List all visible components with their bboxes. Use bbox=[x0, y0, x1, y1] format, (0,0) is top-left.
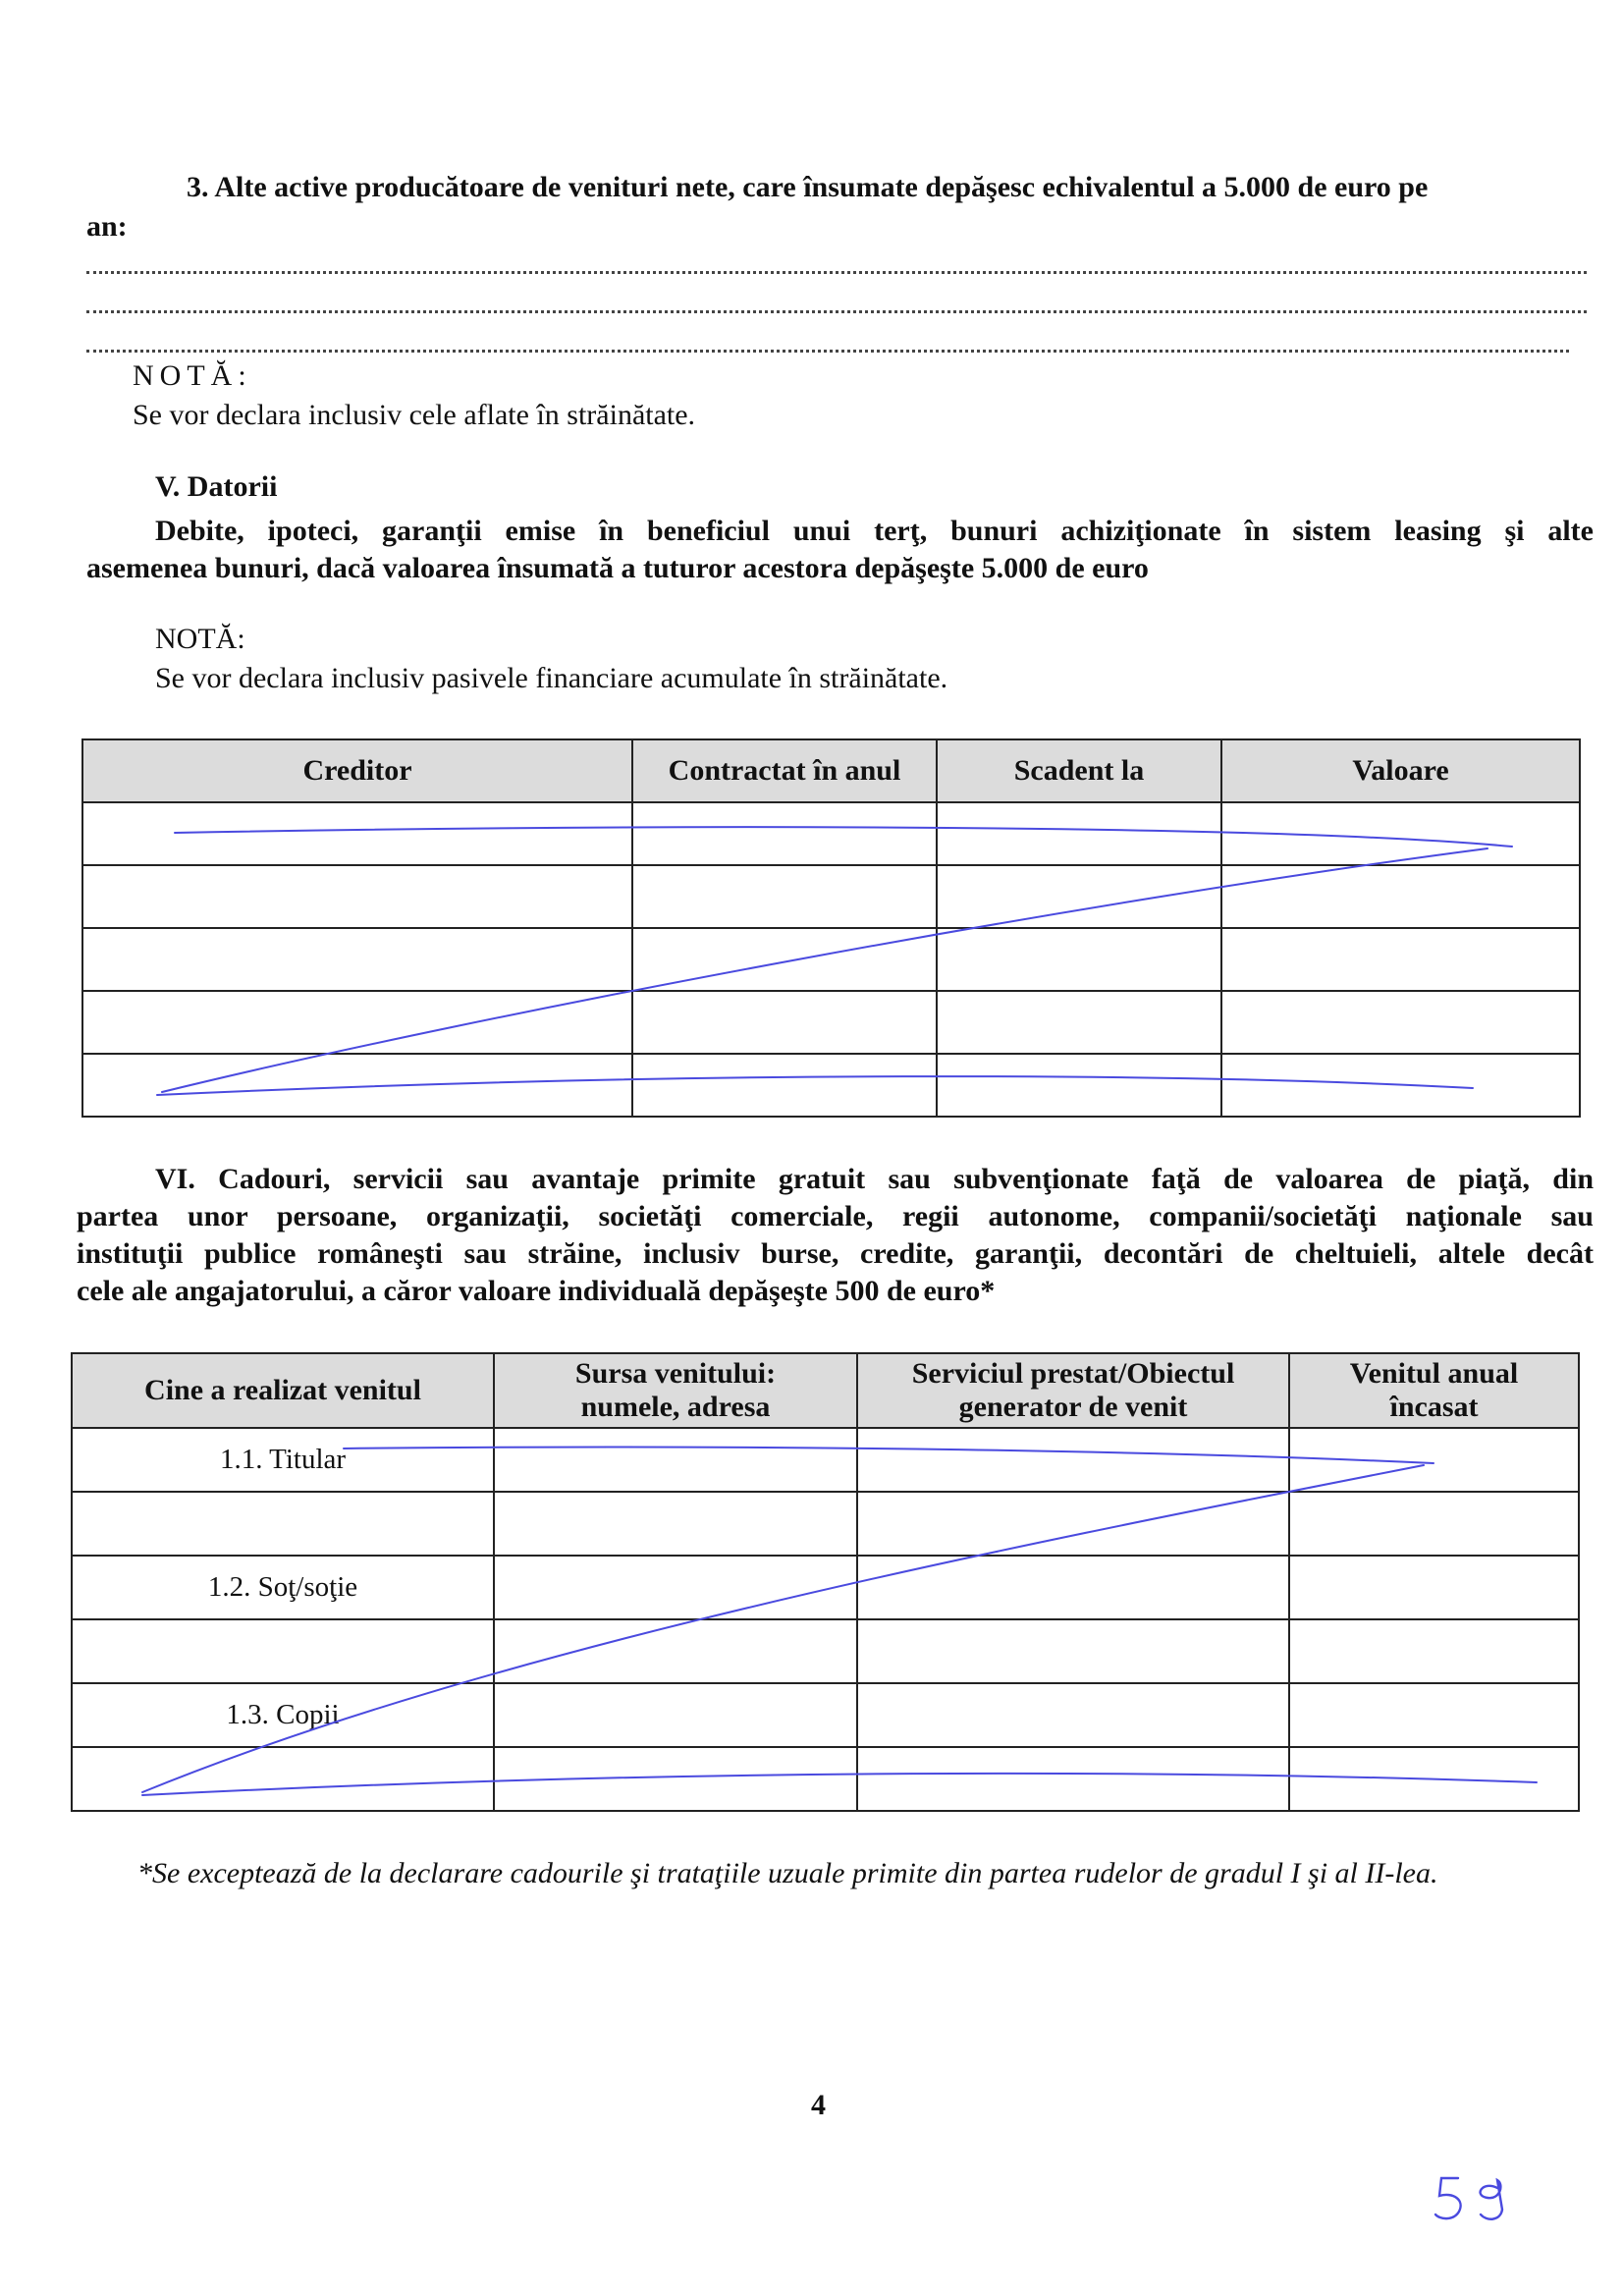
assets-item3-text: 3. Alte active producătoare de venituri nete, care însumate depăşesc echivalentul a 5.000 de euro pe bbox=[187, 171, 1429, 203]
table-row bbox=[72, 1747, 1579, 1811]
table-row bbox=[72, 1683, 1579, 1747]
table-row bbox=[82, 991, 1580, 1054]
row-label-children: 1.3. Copii bbox=[72, 1683, 494, 1747]
debts-header-contracted-year: Contractat în anul bbox=[632, 739, 937, 802]
gifts-header-recipient: Cine a realizat venitul bbox=[72, 1353, 494, 1428]
section-vi-line1: VI. Cadouri, servicii sau avantaje primite gratuit sau subvenţionate faţă de valoarea de piaţă, din bbox=[155, 1163, 1594, 1195]
section-v-nota-text: Se vor declara inclusiv pasivele financiare acumulate în străinătate. bbox=[155, 662, 948, 694]
debts-header-creditor: Creditor bbox=[82, 739, 632, 802]
table-row bbox=[82, 928, 1580, 991]
table-row bbox=[82, 1054, 1580, 1117]
gifts-header-service: Serviciul prestat/Obiectul generator de venit bbox=[857, 1353, 1289, 1428]
row-label-titular: 1.1. Titular bbox=[72, 1428, 494, 1492]
row-label-spouse: 1.2. Soţ/soţie bbox=[72, 1556, 494, 1619]
section-v-title: V. Datorii bbox=[155, 470, 278, 503]
table-row bbox=[72, 1556, 1579, 1619]
section-vi-line2: partea unor persoane, organizaţii, societăţi comerciale, regii autonome, companii/societăţi naţionale sau bbox=[77, 1200, 1594, 1232]
nota-label: NOTĂ: bbox=[133, 359, 252, 392]
gifts-header-annual-income: Venitul anual încasat bbox=[1289, 1353, 1579, 1428]
section-vi-line3: instituţii publice româneşti sau străine, inclusiv burse, credite, garanţii, decontări de cheltuieli, altele decât bbox=[77, 1237, 1594, 1270]
debts-header-due-date: Scadent la bbox=[937, 739, 1221, 802]
section-v-desc-line2: asemenea bunuri, dacă valoarea însumată a tuturor acestora depăşeşte 5.000 de euro bbox=[86, 552, 1149, 584]
debts-table bbox=[81, 738, 1581, 1118]
page-mark-digit-5 bbox=[1435, 2178, 1461, 2218]
fill-line-2 bbox=[86, 306, 1587, 313]
fill-line-1 bbox=[86, 267, 1587, 274]
page-number: 4 bbox=[811, 2089, 826, 2121]
page-mark-digit-9 bbox=[1481, 2180, 1502, 2219]
gifts-header-source: Sursa venitului: numele, adresa bbox=[494, 1353, 857, 1428]
section-v-nota-label: NOTĂ: bbox=[155, 623, 245, 655]
table-row bbox=[82, 865, 1580, 928]
debts-header-value: Valoare bbox=[1221, 739, 1580, 802]
nota-text: Se vor declara inclusiv cele aflate în străinătate. bbox=[133, 399, 696, 431]
section-v-desc-line1: Debite, ipoteci, garanţii emise în beneficiul unui terţ, bunuri achiziţionate în sistem leasing şi alte bbox=[155, 515, 1594, 547]
table-row bbox=[72, 1619, 1579, 1683]
gifts-footnote: *Se exceptează de la declarare cadourile şi trataţiile uzuale primite din partea rudelor de gradul I şi al II-lea. bbox=[137, 1857, 1438, 1889]
table-row bbox=[82, 802, 1580, 865]
assets-item3-continuation: an: bbox=[86, 210, 128, 243]
table-row bbox=[72, 1492, 1579, 1556]
table-row bbox=[72, 1428, 1579, 1492]
gifts-table bbox=[71, 1352, 1580, 1812]
fill-line-3 bbox=[86, 346, 1569, 353]
section-vi-line4: cele ale angajatorului, a căror valoare individuală depăşeşte 500 de euro* bbox=[77, 1275, 996, 1307]
